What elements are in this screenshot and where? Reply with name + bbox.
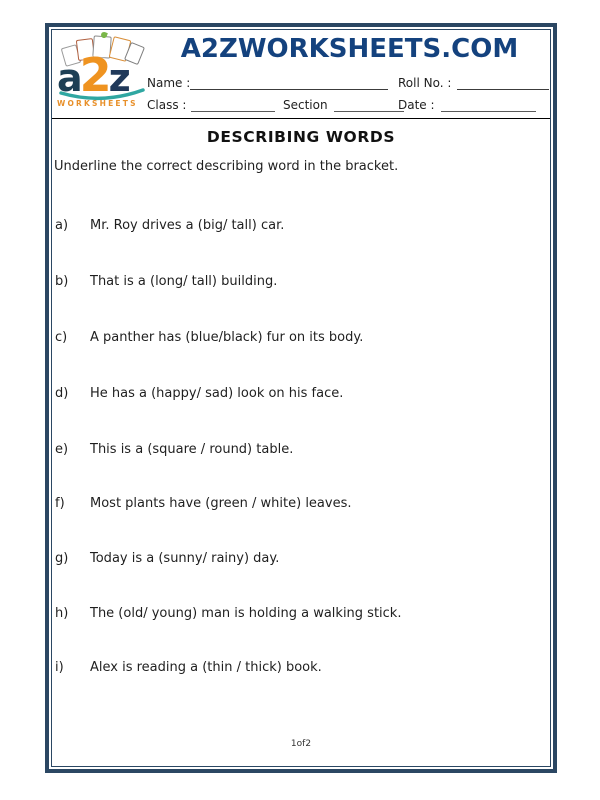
logo-letter-2: 2	[79, 48, 109, 102]
class-label: Class :	[147, 98, 187, 112]
item-letter: d)	[55, 386, 69, 401]
page-number: 1of2	[290, 739, 312, 749]
item-sentence: This is a (square / round) table.	[90, 442, 294, 457]
item-sentence: That is a (long/ tall) building.	[90, 274, 278, 289]
worksheet-item-h	[55, 606, 540, 621]
item-letter: i)	[55, 660, 64, 675]
header-field-row-2	[147, 98, 544, 115]
date-blank-line	[441, 98, 536, 112]
item-sentence: Alex is reading a (thin / thick) book.	[90, 660, 322, 675]
page-frame	[45, 23, 557, 773]
item-sentence: Today is a (sunny/ rainy) day.	[90, 551, 280, 566]
item-letter: b)	[55, 274, 69, 289]
header-divider	[52, 118, 550, 119]
worksheet-item-f	[55, 496, 540, 511]
roll-no-label: Roll No. :	[398, 76, 452, 90]
worksheet-instruction: Underline the correct describing word in the bracket.	[54, 159, 399, 174]
worksheet-title: DESCRIBING WORDS	[206, 128, 396, 146]
item-letter: e)	[55, 442, 69, 457]
worksheet-item-a	[55, 218, 540, 233]
section-label: Section	[283, 98, 328, 112]
worksheet-item-c	[55, 330, 540, 345]
name-label: Name :	[147, 76, 191, 90]
header-field-row-1	[147, 76, 544, 93]
worksheet-item-g	[55, 551, 540, 566]
item-sentence: He has a (happy/ sad) look on his face.	[90, 386, 344, 401]
logo-letter-a: a	[57, 56, 80, 100]
a2z-logo	[57, 36, 149, 114]
item-letter: g)	[55, 551, 69, 566]
roll-no-blank-line	[457, 76, 549, 90]
worksheet-item-b	[55, 274, 540, 289]
logo-letter-z: z	[108, 56, 128, 100]
name-blank-line	[190, 76, 388, 90]
logo-letters	[57, 48, 128, 102]
section-blank-line	[334, 98, 404, 112]
worksheet-item-d	[55, 386, 540, 401]
item-letter: f)	[55, 496, 65, 511]
page-frame-inner	[51, 29, 551, 767]
item-sentence: Mr. Roy drives a (big/ tall) car.	[90, 218, 285, 233]
worksheet-item-e	[55, 442, 540, 457]
item-sentence: The (old/ young) man is holding a walking stick.	[90, 606, 402, 621]
logo-subtext: WORKSHEETS	[57, 99, 138, 108]
item-letter: h)	[55, 606, 69, 621]
item-sentence: A panther has (blue/black) fur on its body.	[90, 330, 364, 345]
site-title: A2ZWORKSHEETS.COM	[180, 34, 519, 64]
item-letter: a)	[55, 218, 69, 233]
worksheet-item-i	[55, 660, 540, 675]
date-label: Date :	[398, 98, 435, 112]
item-sentence: Most plants have (green / white) leaves.	[90, 496, 352, 511]
class-blank-line	[191, 98, 275, 112]
item-letter: c)	[55, 330, 68, 345]
